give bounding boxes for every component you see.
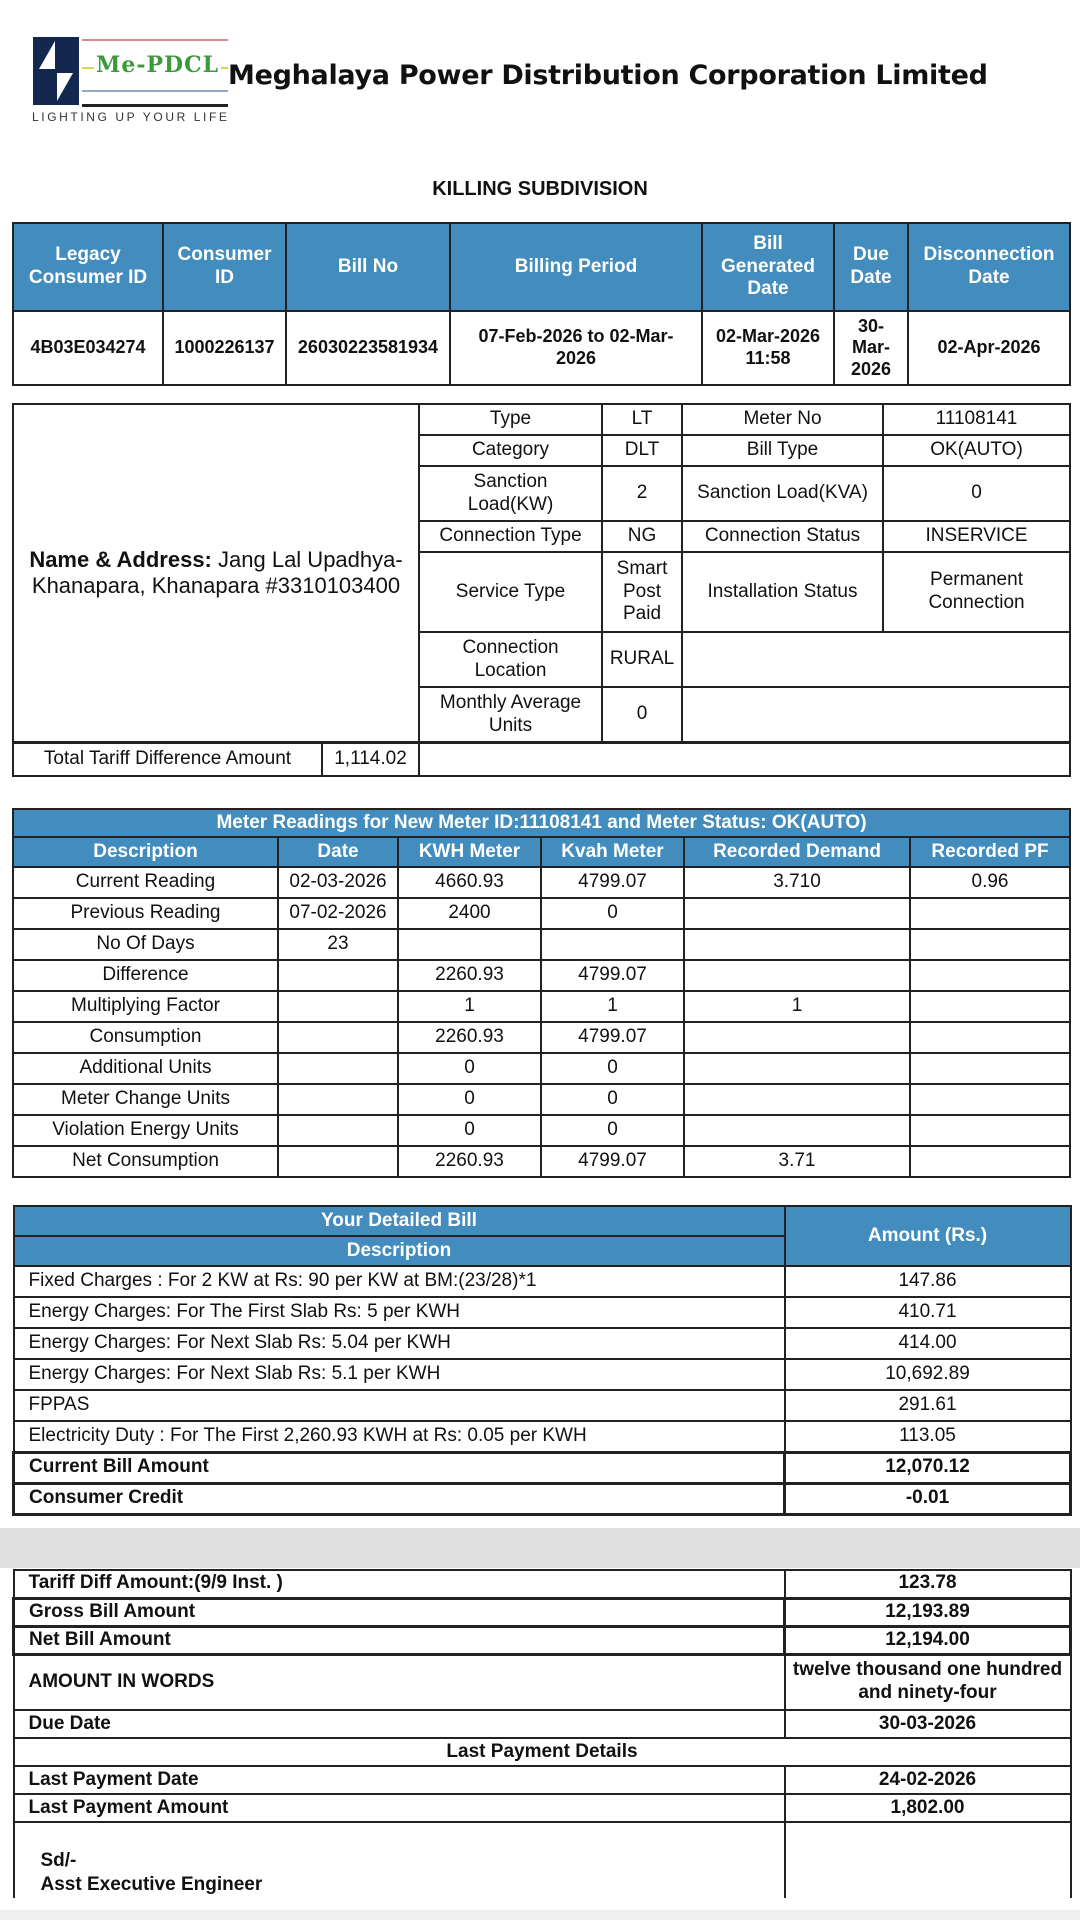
current-bill-amount-value: 12,070.12: [785, 1452, 1071, 1483]
meter-kvah-meter-cell: 0: [541, 1084, 684, 1115]
meter-recorded-pf-cell: [910, 898, 1070, 929]
meter-kvah-meter-cell: 4799.07: [541, 960, 684, 991]
meter-kwh-meter-cell: 0: [398, 1084, 541, 1115]
sanction-kw-value: 2: [602, 466, 682, 521]
meter-description-cell: No Of Days: [13, 929, 278, 960]
connection-location-label: Connection Location: [419, 632, 602, 687]
meter-date-cell: [278, 1146, 398, 1177]
bill-item-description: Fixed Charges : For 2 KW at Rs: 90 per KW at BM:(23/28)*1: [14, 1266, 785, 1297]
monthly-average-value: 0: [602, 687, 682, 742]
meter-date-cell: [278, 1084, 398, 1115]
meter-recorded-pf-cell: [910, 960, 1070, 991]
bill-type-value: OK(AUTO): [883, 435, 1070, 466]
separator-band: [0, 1528, 1080, 1568]
service-type-label: Service Type: [419, 552, 602, 632]
meter-description-cell: Net Consumption: [13, 1146, 278, 1177]
meter-reading-row: [13, 1084, 1070, 1115]
page-header: [30, 34, 1050, 124]
meter-date-cell: 02-03-2026: [278, 867, 398, 898]
total-tariff-difference-label: Total Tariff Difference Amount: [13, 743, 322, 776]
due-date-value: 30-03-2026: [785, 1710, 1071, 1738]
sanction-kw-label: Sanction Load(KW): [419, 466, 602, 521]
meter-reading-row: [13, 898, 1070, 929]
meter-date-cell: [278, 1115, 398, 1146]
header-bill-description: Description: [14, 1236, 785, 1266]
meter-kwh-meter-cell: 2260.93: [398, 1022, 541, 1053]
meter-description-cell: Previous Reading: [13, 898, 278, 929]
type-label: Type: [419, 404, 602, 435]
meter-kvah-meter-cell: 0: [541, 1115, 684, 1146]
meter-kwh-meter-cell: 0: [398, 1053, 541, 1084]
meter-kwh-meter-cell: 2260.93: [398, 960, 541, 991]
consumer-credit-label: Consumer Credit: [14, 1483, 785, 1514]
meter-recorded-demand-cell: 3.71: [684, 1146, 910, 1177]
meter-description-cell: Multiplying Factor: [13, 991, 278, 1022]
bill-item-row: [14, 1390, 1071, 1421]
header-legacy-consumer-id: Legacy Consumer ID: [13, 223, 163, 311]
consumer-id: 1000226137: [163, 311, 286, 385]
due-date: 30-Mar-2026: [834, 311, 908, 385]
bill-item-amount: 113.05: [785, 1421, 1071, 1452]
bill-item-amount: 147.86: [785, 1266, 1071, 1297]
meter-kwh-meter-cell: [398, 929, 541, 960]
signature-title: Asst Executive Engineer: [40, 1874, 263, 1896]
meter-kwh-meter-cell: 0: [398, 1115, 541, 1146]
logo-lines: [82, 37, 230, 107]
tariff-diff-label: Tariff Diff Amount:(9/9 Inst. ): [14, 1570, 785, 1598]
meter-description-cell: Meter Change Units: [13, 1084, 278, 1115]
meter-recorded-demand-cell: [684, 898, 910, 929]
meter-date-cell: 07-02-2026: [278, 898, 398, 929]
connection-location-value: RURAL: [602, 632, 682, 687]
meter-no-value: 11108141: [883, 404, 1070, 435]
meter-kvah-meter-cell: 0: [541, 898, 684, 929]
meter-kvah-meter-cell: 0: [541, 1053, 684, 1084]
bill-item-amount: 10,692.89: [785, 1359, 1071, 1390]
last-payment-date-label: Last Payment Date: [14, 1766, 785, 1794]
bill-item-row: [14, 1421, 1071, 1452]
meter-kvah-meter-cell: 1: [541, 991, 684, 1022]
header-date: Date: [278, 837, 398, 867]
gross-bill-label: Gross Bill Amount: [14, 1598, 785, 1626]
connection-status-value: INSERVICE: [883, 521, 1070, 552]
empty-cell: [785, 1822, 1071, 1898]
meter-description-cell: Consumption: [13, 1022, 278, 1053]
meter-recorded-demand-cell: [684, 1115, 910, 1146]
category-value: DLT: [602, 435, 682, 466]
meter-recorded-pf-cell: [910, 1053, 1070, 1084]
header-recorded-pf: Recorded PF: [910, 837, 1070, 867]
bill-item-row: [14, 1359, 1071, 1390]
meter-reading-row: [13, 1022, 1070, 1053]
consumer-details-table: [12, 403, 1071, 743]
subdivision-title: KILLING SUBDIVISION: [432, 178, 648, 200]
bill-item-amount: 414.00: [785, 1328, 1071, 1359]
bill-item-description: Electricity Duty : For The First 2,260.93 KWH at Rs: 0.05 per KWH: [14, 1421, 785, 1452]
signature-block: [14, 1822, 785, 1898]
meter-date-cell: [278, 1053, 398, 1084]
bill-item-row: [14, 1297, 1071, 1328]
header-kwh-meter: KWH Meter: [398, 837, 541, 867]
bill-item-row: [14, 1328, 1071, 1359]
bill-item-description: Energy Charges: For Next Slab Rs: 5.04 per KWH: [14, 1328, 785, 1359]
bill-item-amount: 410.71: [785, 1297, 1071, 1328]
connection-status-label: Connection Status: [682, 521, 883, 552]
legacy-consumer-id: 4B03E034274: [13, 311, 163, 385]
bill-summary-table: [12, 222, 1071, 386]
due-date-label: Due Date: [14, 1710, 785, 1738]
meter-recorded-pf-cell: [910, 1146, 1070, 1177]
meter-recorded-demand-cell: [684, 960, 910, 991]
meter-reading-row: [13, 1146, 1070, 1177]
tariff-diff-value: 123.78: [785, 1570, 1071, 1598]
meter-kwh-meter-cell: 2260.93: [398, 1146, 541, 1177]
name-address-cell: [13, 404, 419, 742]
page-bottom: [0, 1910, 1080, 1920]
logo-text: Me-PDCL: [96, 52, 220, 78]
net-bill-label: Net Bill Amount: [14, 1626, 785, 1654]
meter-date-cell: [278, 991, 398, 1022]
meter-recorded-demand-cell: 3.710: [684, 867, 910, 898]
meter-recorded-demand-cell: 1: [684, 991, 910, 1022]
meter-recorded-demand-cell: [684, 1053, 910, 1084]
bill-item-amount: 291.61: [785, 1390, 1071, 1421]
last-payment-amount-label: Last Payment Amount: [14, 1794, 785, 1822]
last-payment-amount-value: 1,802.00: [785, 1794, 1071, 1822]
connection-type-label: Connection Type: [419, 521, 602, 552]
bill-item-description: FPPAS: [14, 1390, 785, 1421]
logo-mark-icon: [33, 37, 79, 105]
bill-no: 26030223581934: [286, 311, 450, 385]
meter-reading-row: [13, 991, 1070, 1022]
meter-kvah-meter-cell: 4799.07: [541, 867, 684, 898]
last-payment-date-value: 24-02-2026: [785, 1766, 1071, 1794]
service-type-value: Smart Post Paid: [602, 552, 682, 632]
meter-description-cell: Difference: [13, 960, 278, 991]
meter-date-cell: [278, 1022, 398, 1053]
consumer-credit-value: -0.01: [785, 1483, 1071, 1514]
bill-totals-table: [12, 1569, 1072, 1898]
meter-description-cell: Current Reading: [13, 867, 278, 898]
logo-tagline: LIGHTING UP YOUR LIFE: [32, 110, 230, 124]
meter-reading-row: [13, 1115, 1070, 1146]
header-recorded-demand: Recorded Demand: [684, 837, 910, 867]
meter-recorded-pf-cell: [910, 1084, 1070, 1115]
detailed-bill-title: Your Detailed Bill: [14, 1206, 785, 1236]
monthly-average-label: Monthly Average Units: [419, 687, 602, 742]
meter-kvah-meter-cell: [541, 929, 684, 960]
meter-date-cell: [278, 960, 398, 991]
tariff-difference-table: [12, 742, 1071, 777]
bill-item-row: [14, 1266, 1071, 1297]
meter-reading-row: [13, 867, 1070, 898]
last-payment-header: Last Payment Details: [14, 1738, 1071, 1766]
meter-kvah-meter-cell: 4799.07: [541, 1022, 684, 1053]
amount-in-words-value: twelve thousand one hundred and ninety-four: [785, 1654, 1071, 1710]
meter-kwh-meter-cell: 1: [398, 991, 541, 1022]
meter-recorded-pf-cell: [910, 1022, 1070, 1053]
meter-recorded-demand-cell: [684, 1084, 910, 1115]
bill-item-description: Energy Charges: For Next Slab Rs: 5.1 per KWH: [14, 1359, 785, 1390]
meter-description-cell: Additional Units: [13, 1053, 278, 1084]
category-label: Category: [419, 435, 602, 466]
meter-date-cell: 23: [278, 929, 398, 960]
meter-reading-row: [13, 960, 1070, 991]
meter-readings-title: Meter Readings for New Meter ID:11108141 and Meter Status: OK(AUTO): [13, 809, 1070, 837]
name-address-value: Jang Lal Upadhya-Khanapara, Khanapara #3310103400: [31, 546, 403, 598]
meter-kvah-meter-cell: 4799.07: [541, 1146, 684, 1177]
bill-type-label: Bill Type: [682, 435, 883, 466]
header-consumer-id: Consumer ID: [163, 223, 286, 311]
total-tariff-difference-value: 1,114.02: [322, 743, 419, 776]
company-name: Meghalaya Power Distribution Corporation Limited: [228, 60, 988, 91]
meter-kwh-meter-cell: 2400: [398, 898, 541, 929]
empty-cell: [419, 743, 1070, 776]
bill-generated-date: 02-Mar-2026 11:58: [702, 311, 834, 385]
current-bill-amount-label: Current Bill Amount: [14, 1452, 785, 1483]
meter-recorded-pf-cell: [910, 991, 1070, 1022]
bill-item-description: Energy Charges: For The First Slab Rs: 5 per KWH: [14, 1297, 785, 1328]
name-address-label: Name & Address:: [29, 546, 212, 572]
header-amount: Amount (Rs.): [785, 1206, 1071, 1266]
meter-reading-row: [13, 929, 1070, 960]
meter-kwh-meter-cell: 4660.93: [398, 867, 541, 898]
amount-in-words-label: AMOUNT IN WORDS: [14, 1654, 785, 1710]
meter-reading-row: [13, 1053, 1070, 1084]
net-bill-value: 12,194.00: [785, 1626, 1071, 1654]
meter-readings-table: [12, 808, 1071, 1178]
empty-cell: [682, 632, 1070, 687]
meter-recorded-demand-cell: [684, 1022, 910, 1053]
company-logo: [30, 34, 230, 124]
disconnection-date: 02-Apr-2026: [908, 311, 1070, 385]
header-bill-no: Bill No: [286, 223, 450, 311]
header-due-date: Due Date: [834, 223, 908, 311]
detailed-bill-table: [12, 1205, 1072, 1516]
meter-description-cell: Violation Energy Units: [13, 1115, 278, 1146]
header-bill-generated-date: Bill Generated Date: [702, 223, 834, 311]
billing-period: 07-Feb-2026 to 02-Mar-2026: [450, 311, 702, 385]
installation-status-value: Permanent Connection: [883, 552, 1070, 632]
gross-bill-value: 12,193.89: [785, 1598, 1071, 1626]
sanction-kva-label: Sanction Load(KVA): [682, 466, 883, 521]
meter-recorded-pf-cell: 0.96: [910, 867, 1070, 898]
meter-no-label: Meter No: [682, 404, 883, 435]
type-value: LT: [602, 404, 682, 435]
empty-cell: [682, 687, 1070, 742]
header-disconnection-date: Disconnection Date: [908, 223, 1070, 311]
sanction-kva-value: 0: [883, 466, 1070, 521]
meter-recorded-pf-cell: [910, 929, 1070, 960]
meter-recorded-demand-cell: [684, 929, 910, 960]
signature-sd: Sd/-: [40, 1849, 77, 1871]
header-kvah-meter: Kvah Meter: [541, 837, 684, 867]
connection-type-value: NG: [602, 521, 682, 552]
meter-recorded-pf-cell: [910, 1115, 1070, 1146]
header-description: Description: [13, 837, 278, 867]
installation-status-label: Installation Status: [682, 552, 883, 632]
header-billing-period: Billing Period: [450, 223, 702, 311]
